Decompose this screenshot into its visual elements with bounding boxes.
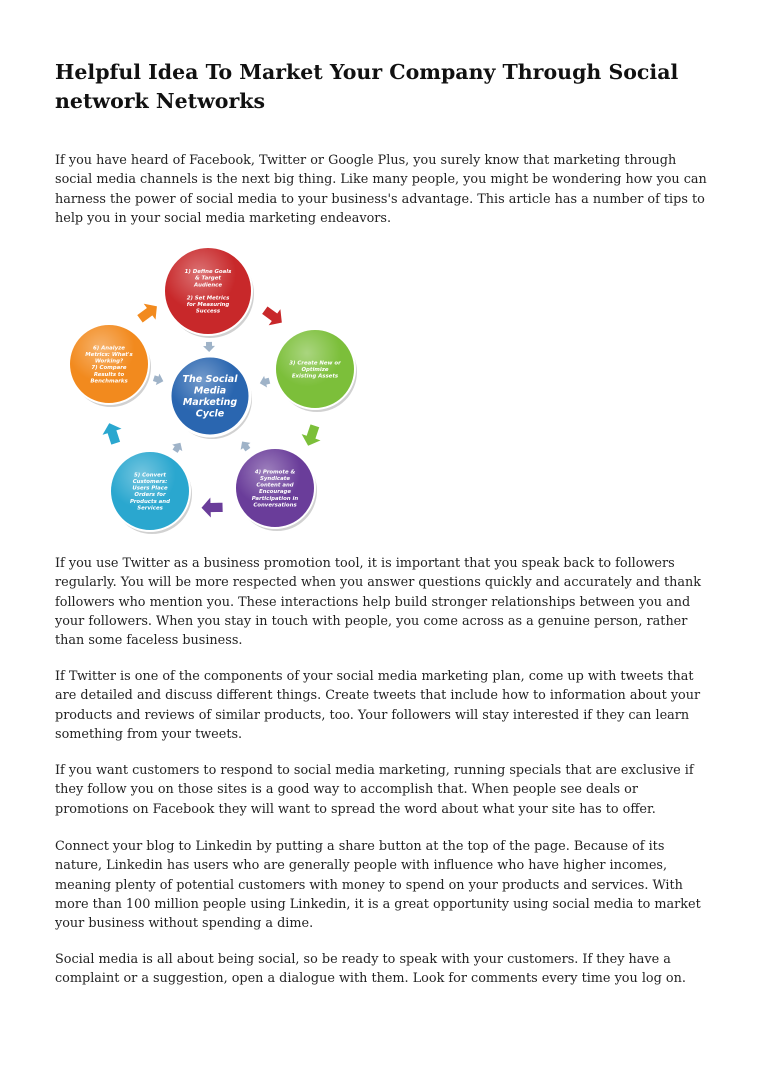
cycle-node-promote-syndicate bbox=[235, 448, 317, 531]
social-media-cycle-diagram bbox=[60, 246, 360, 536]
paragraph-twitter-followers: If you use Twitter as a business promotion tool, it is important that you speak back to followers regularly. You will be more respected when you answer questions quickly and accurately and thank followers who mention you. These interactions help build stronger relationships between you and your followers. When you stay in touch with people, you come across as a genuine person, rather than some faceless business. bbox=[55, 556, 701, 649]
cycle-node-convert-customers bbox=[110, 451, 192, 534]
cycle-node-analyze-compare-label-line: 7) Compare bbox=[91, 365, 127, 372]
cycle-node-convert-customers-label-line: Users Place bbox=[132, 485, 168, 492]
paragraph-twitter-tweets: If Twitter is one of the components of your social media marketing plan, come up with tweets that are detailed and discuss different things. Create tweets that include how to information about your products and reviews of similar products, too. Your followers will stay interested if they can learn something from your tweets. bbox=[55, 669, 701, 742]
cycle-node-promote-syndicate-label-line: 4) Promote & bbox=[254, 469, 296, 476]
cycle-arrow bbox=[133, 297, 164, 328]
cycle-arrow bbox=[258, 301, 289, 332]
title-line-1: Helpful Idea To Market Your Company Through Social bbox=[55, 60, 679, 84]
cycle-node-analyze-compare-label-line: 6) Analyze bbox=[93, 345, 125, 352]
cycle-node-create-optimize-label-line: Optimize bbox=[301, 366, 329, 373]
cycle-node-convert-customers-label-line: Customers: bbox=[132, 479, 168, 486]
paragraph-be-social: Social media is all about being social, so be ready to speak with your customers. If they have a complaint or a suggestion, open a dialogue with them. Look for comments every time you log on. bbox=[55, 952, 686, 987]
cycle-node-create-optimize-label-line: 3) Create New or bbox=[289, 360, 341, 367]
center-arrow bbox=[152, 372, 165, 386]
center-arrow bbox=[170, 440, 185, 455]
cycle-node-goals-metrics-label-line: for Measuring bbox=[186, 302, 230, 309]
cycle-node-analyze-compare bbox=[69, 324, 151, 407]
cycle-node-analyze-compare-label-line: Benchmarks bbox=[90, 378, 128, 385]
cycle-arrow bbox=[201, 496, 224, 519]
cycle-node-promote-syndicate-label-line: Content and bbox=[256, 482, 294, 489]
title-line-2: network Networks bbox=[55, 89, 265, 113]
cycle-node-convert-customers-label-line: 5) Convert bbox=[134, 472, 166, 479]
cycle-arrow bbox=[99, 419, 127, 447]
cycle-node-convert-customers-label-line: Services bbox=[137, 505, 163, 512]
cycle-node-analyze-compare-label-line: Working? bbox=[94, 358, 124, 365]
cycle-center-node-label-line: Cycle bbox=[195, 408, 225, 420]
cycle-node-promote-syndicate-label-line: Conversations bbox=[253, 502, 297, 509]
cycle-node-goals-metrics-label-line: 1) Define Goals bbox=[184, 269, 232, 276]
cycle-node-goals-metrics bbox=[164, 247, 254, 338]
cycle-center-node-label-line: The Social bbox=[182, 373, 238, 385]
cycle-center-node-label-line: Marketing bbox=[182, 397, 238, 409]
center-arrow bbox=[258, 375, 271, 389]
cycle-node-goals-metrics-label-line: Success bbox=[195, 308, 221, 315]
cycle-node-goals-metrics-label-line: 2) Set Metrics bbox=[186, 295, 230, 302]
cycle-node-create-optimize-label-line: Existing Assets bbox=[291, 373, 339, 380]
cycle-node-promote-syndicate-label-line: Participation in bbox=[251, 495, 299, 502]
cycle-node-promote-syndicate-label-line: Encourage bbox=[258, 489, 292, 496]
cycle-node-goals-metrics-label-line: Audience bbox=[193, 282, 223, 289]
paragraph-intro: If you have heard of Facebook, Twitter or Google Plus, you surely know that marketing through social media channels is the next big thing. Like many people, you might be wondering how you can harness the power of social media to your business's advantage. This article has a number of tips to help you in your social media marketing endeavors. bbox=[55, 153, 707, 226]
center-arrow bbox=[237, 438, 253, 453]
center-arrow bbox=[203, 342, 215, 352]
cycle-node-create-optimize bbox=[275, 329, 357, 412]
cycle-node-convert-customers-label-line: Products and bbox=[129, 498, 171, 505]
page-title bbox=[55, 58, 715, 116]
paragraph-exclusive-specials: If you want customers to respond to social media marketing, running specials that are exclusive if they follow you on those sites is a good way to accomplish that. When people see deals or promotions on Facebook they will want to spread the word about what your site has to offer. bbox=[55, 763, 694, 817]
cycle-node-analyze-compare-label-line: Metrics: What's bbox=[85, 352, 133, 359]
cycle-diagram-graphic bbox=[60, 246, 360, 536]
cycle-arrow bbox=[298, 422, 326, 450]
cycle-node-promote-syndicate-label-line: Syndicate bbox=[259, 476, 291, 483]
cycle-node-convert-customers-label-line: Orders for bbox=[134, 492, 166, 499]
paragraph-linkedin: Connect your blog to Linkedin by putting a share button at the top of the page. Because of its nature, Linkedin has users who are generally people with influence who have higher incomes, meaning plenty of potential customers with money to spend on your products and services. With more than 100 million people using Linkedin, it is a great opportunity using social media to market your business without spending a dime. bbox=[55, 839, 701, 932]
cycle-node-goals-metrics-label-line: & Target bbox=[194, 275, 222, 282]
cycle-node-analyze-compare-label-line: Results to bbox=[93, 371, 125, 378]
cycle-center-node-label-line: Media bbox=[193, 385, 227, 397]
cycle-center-node bbox=[170, 356, 252, 439]
